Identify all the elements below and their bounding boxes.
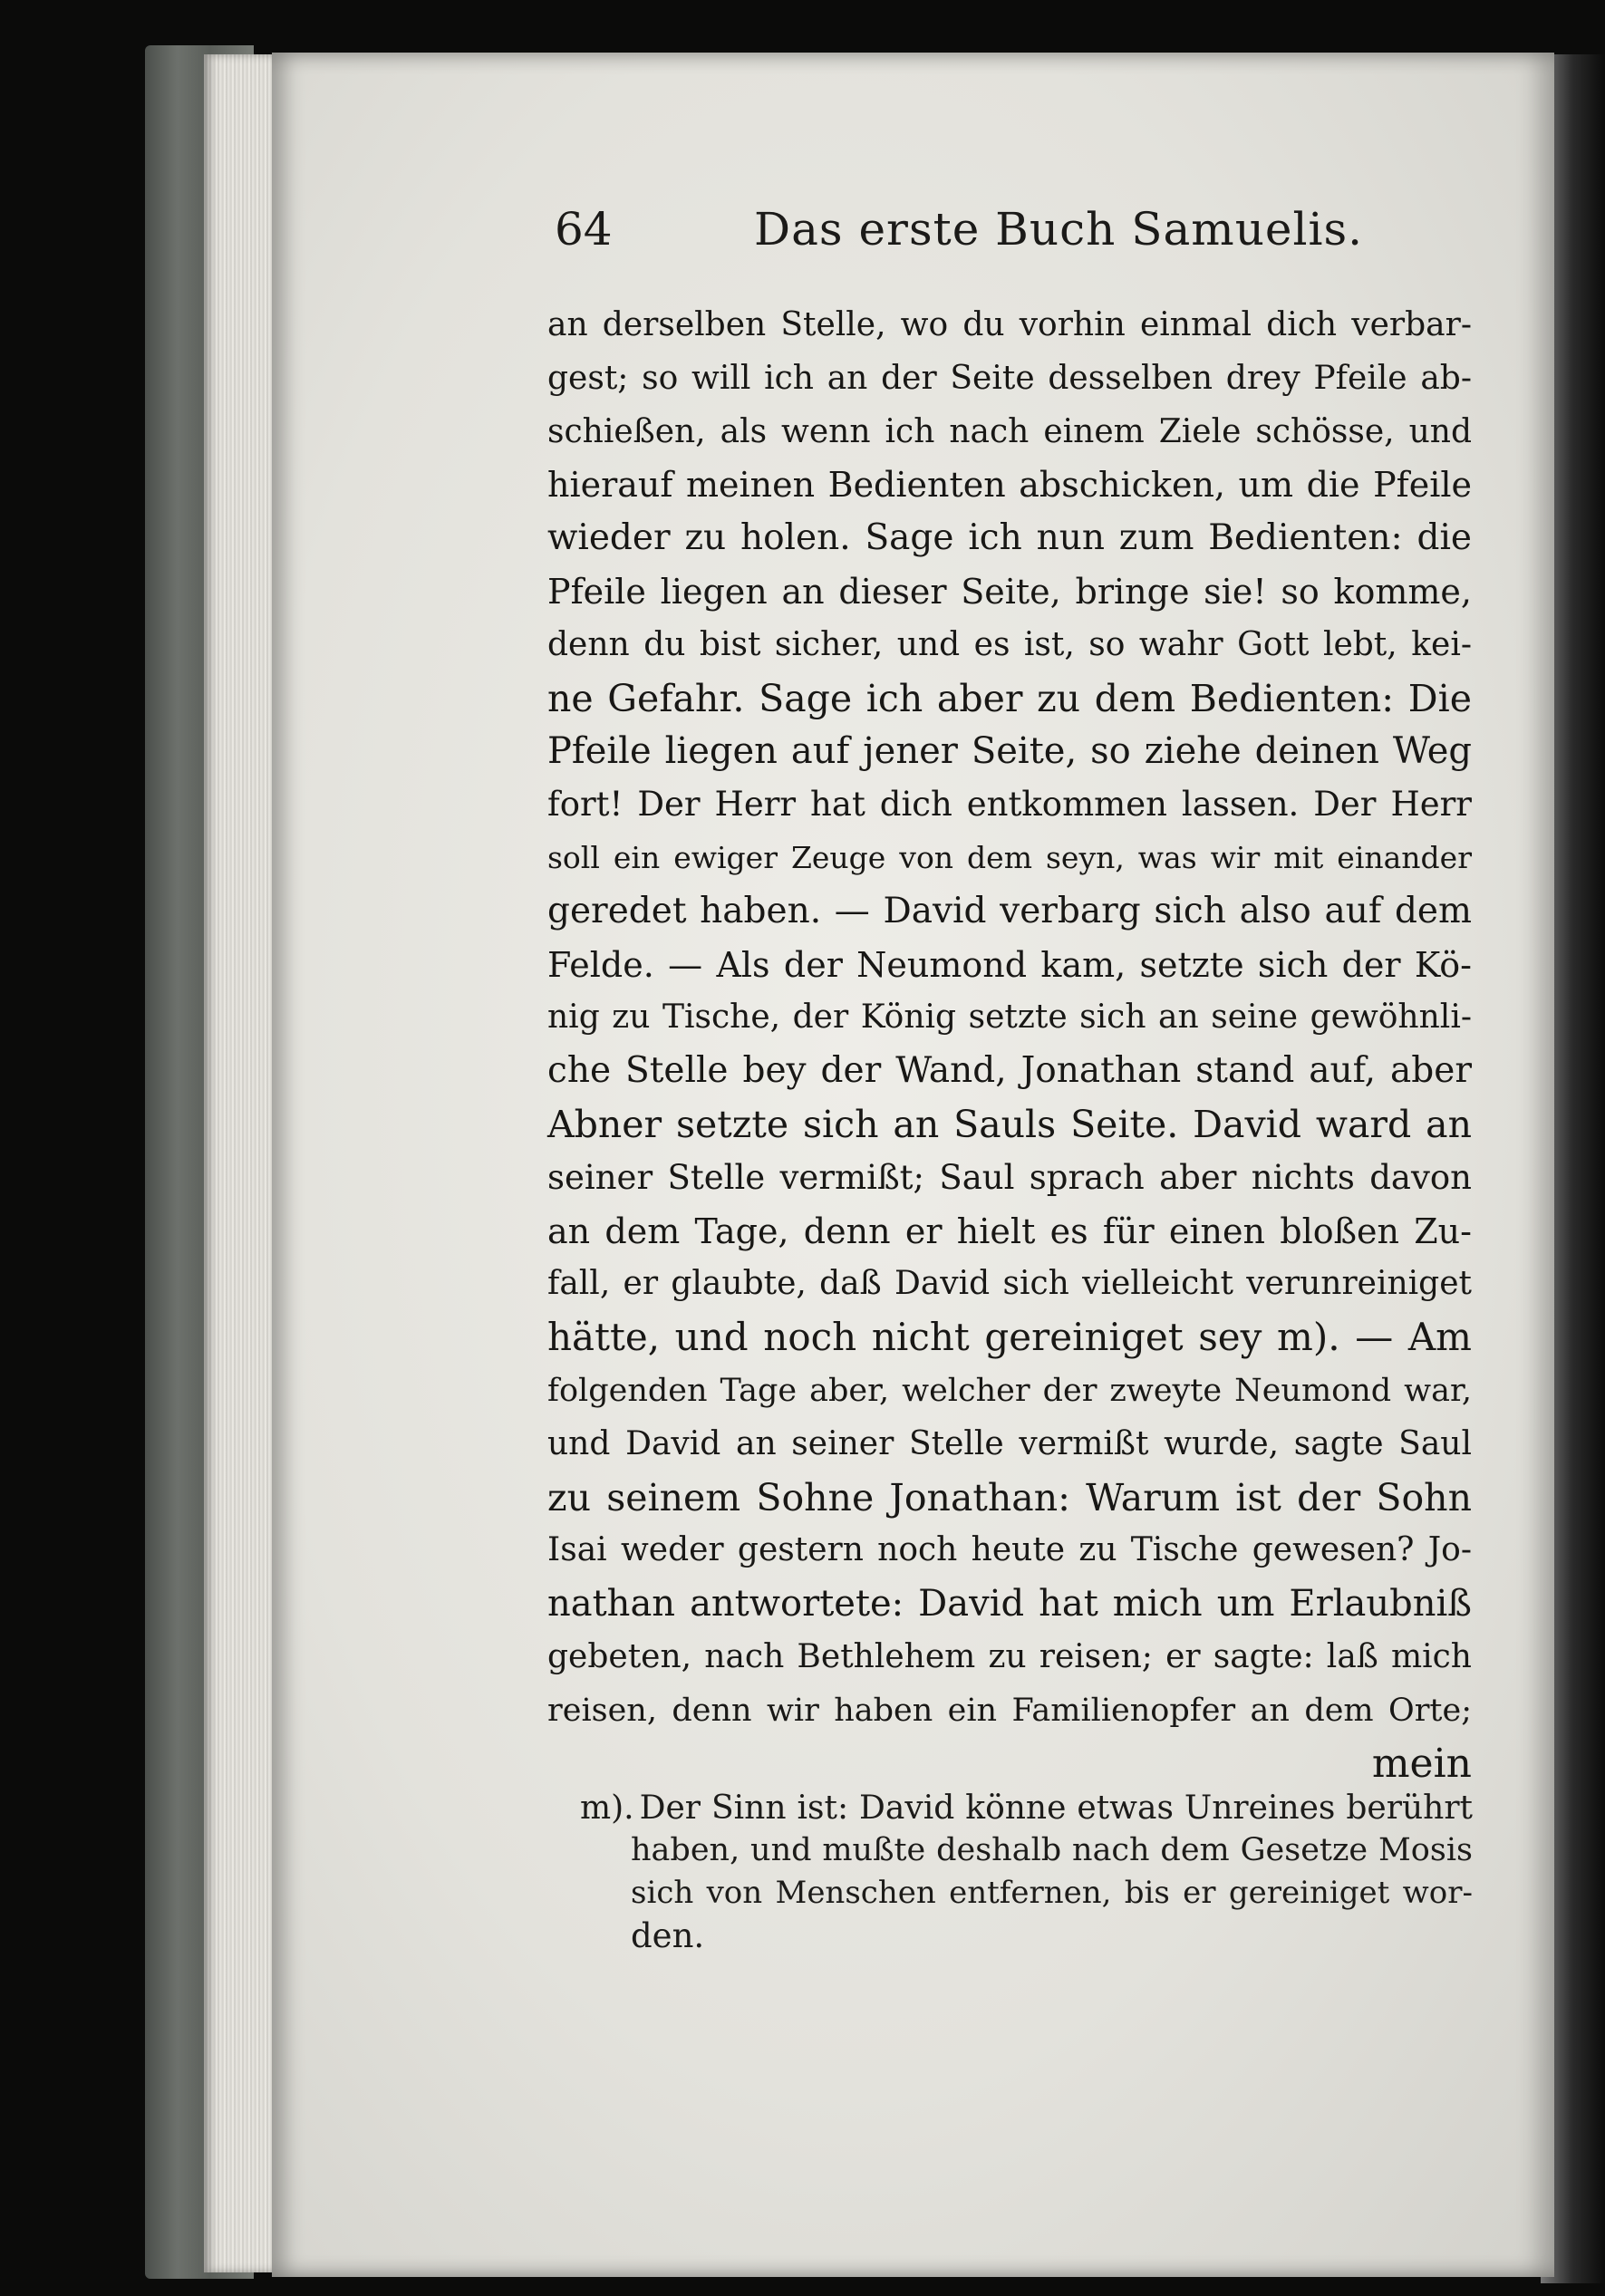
text-line: hierauf meinen Bedienten abschicken, um die Pfeile	[547, 465, 1472, 506]
running-title: Das erste Buch Samuelis.	[754, 203, 1364, 256]
text-line: ne Gefahr. Sage ich aber zu dem Bedienten: Die	[547, 676, 1472, 720]
page-number: 64	[555, 203, 613, 256]
text-line: Felde. — Als der Neumond kam, setzte sich der Kö-	[547, 944, 1472, 985]
footnote-line: den.	[631, 1916, 705, 1955]
text-line: nig zu Tische, der König setzte sich an seine gewöhnli-	[547, 998, 1472, 1037]
text-line: Pfeile liegen an dieser Seite, bringe sie! so komme,	[547, 571, 1472, 612]
text-line: reisen, denn wir haben ein Familienopfer an dem Orte;	[547, 1692, 1472, 1729]
body-text	[547, 299, 1472, 1790]
text-line: folgenden Tage aber, welcher der zweyte Neumond war,	[547, 1372, 1472, 1409]
text-line: an dem Tage, denn er hielt es für einen bloßen Zu-	[547, 1211, 1472, 1251]
footnote-line	[580, 1787, 1473, 1829]
text-line: Pfeile liegen auf jener Seite, so ziehe deinen Weg	[547, 730, 1472, 773]
footnote-line: sich von Menschen entfernen, bis er gereiniget wor-	[631, 1875, 1473, 1911]
footnote-text: Der Sinn ist: David könne etwas Unreines berührt	[639, 1790, 1473, 1827]
text-line: che Stelle bey der Wand, Jonathan stand auf, aber	[547, 1050, 1472, 1092]
text-line: gebeten, nach Bethlehem zu reisen; er sagte: laß mich	[547, 1637, 1472, 1675]
text-line: an derselben Stelle, wo du vorhin einmal dich verbar-	[547, 306, 1472, 343]
text-line: hätte, und noch nicht gereiniget sey m). — Am	[547, 1315, 1472, 1360]
text-line: seiner Stelle vermißt; Saul sprach aber nichts davon	[547, 1157, 1472, 1197]
text-line: fort! Der Herr hat dich entkommen lassen. Der Herr	[547, 785, 1472, 825]
footnote	[580, 1787, 1473, 1957]
text-line: und David an seiner Stelle vermißt wurde, sagte Saul	[547, 1424, 1472, 1462]
running-head	[555, 198, 1461, 261]
catchword: mein	[1371, 1740, 1472, 1787]
text-line: soll ein ewiger Zeuge von dem seyn, was wir mit einander	[547, 839, 1472, 875]
text-line: schießen, als wenn ich nach einem Ziele schösse, und	[547, 412, 1472, 450]
footnote-marker: m).	[580, 1790, 634, 1827]
text-line: nathan antwortete: David hat mich um Erlaubniß	[547, 1583, 1472, 1626]
text-line: wieder zu holen. Sage ich nun zum Bedienten: die	[547, 517, 1472, 559]
text-line: Abner setzte sich an Sauls Seite. David ward an	[547, 1102, 1472, 1146]
text-line: zu seinem Sohne Jonathan: Warum ist der Sohn	[547, 1475, 1472, 1519]
footnote-line: haben, und mußte deshalb nach dem Gesetze Mosis	[631, 1832, 1473, 1868]
text-line: fall, er glaubte, daß David sich vielleicht verunreiniget	[547, 1265, 1472, 1303]
text-line: geredet haben. — David verbarg sich also auf dem	[547, 890, 1472, 931]
text-line: denn du bist sicher, und es ist, so wahr Gott lebt, kei-	[547, 625, 1472, 663]
text-line: Isai weder gestern noch heute zu Tische gewesen? Jo-	[547, 1531, 1472, 1569]
text-line: gest; so will ich an der Seite desselben drey Pfeile ab-	[547, 359, 1472, 397]
